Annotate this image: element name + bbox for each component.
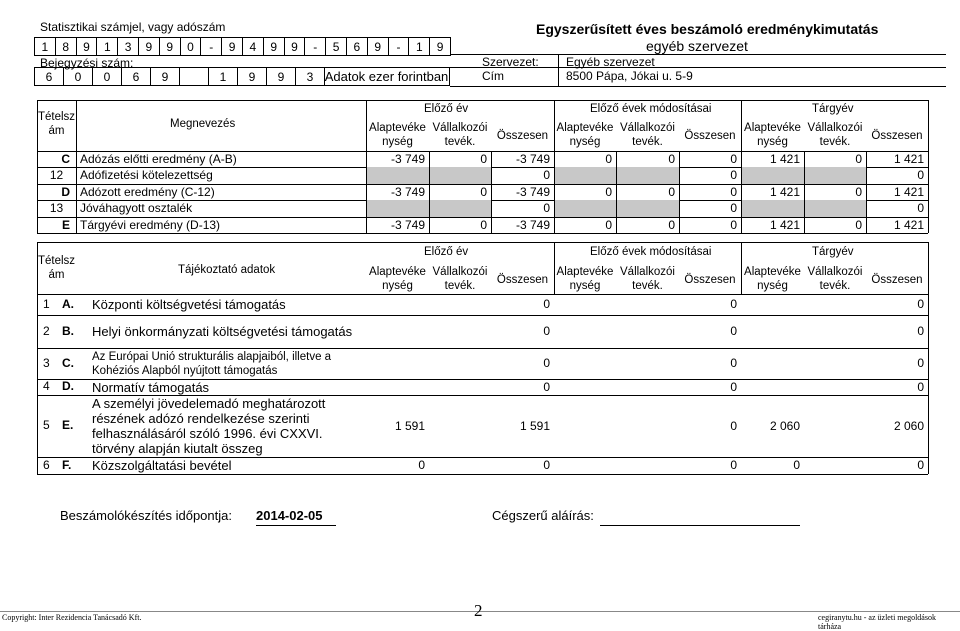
value-cell: -3 749 — [366, 217, 429, 233]
value-cell — [554, 457, 616, 474]
row-number: 2 — [43, 323, 50, 338]
value-cell: 0 — [866, 200, 928, 216]
value-cell: 0 — [730, 297, 737, 311]
row-label-line: Kohéziós Alapból nyújtott támogatás — [92, 364, 278, 377]
report-title: Egyszerűsített éves beszámoló eredménykimutatás — [536, 21, 879, 37]
row-code: F. — [62, 457, 72, 472]
value-cell — [554, 167, 616, 183]
stat-digit-box: - — [388, 37, 410, 56]
value-cell — [804, 395, 866, 457]
value-cell: -3 749 — [491, 217, 554, 233]
row-label-line: Az Európai Unió strukturális alapjaiból, illetve a — [92, 350, 332, 363]
value-cell — [804, 379, 866, 395]
stat-digit-box: 5 — [325, 37, 347, 56]
value-cell — [366, 167, 429, 183]
value-cell — [554, 379, 616, 395]
value-cell: 0 — [679, 200, 741, 216]
row-label-line: A személyi jövedelemadó meghatározott — [92, 396, 326, 411]
value-cell — [554, 294, 616, 315]
value-cell — [366, 294, 429, 315]
signature-label: Cégszerű aláírás: — [492, 508, 594, 523]
value-cell: 0 — [730, 380, 737, 394]
stat-digit-box: 9 — [284, 37, 306, 56]
registration-digit-box: 6 — [34, 67, 64, 86]
registration-digit-box: 3 — [295, 67, 325, 86]
value-cell: 0 — [917, 458, 924, 472]
address-label: Cím — [482, 69, 504, 83]
row-code: B. — [62, 323, 74, 338]
value-cell: 0 — [917, 297, 924, 311]
value-cell — [429, 200, 491, 216]
value-cell: -3 749 — [366, 184, 429, 200]
t2-col-name-header: Tájékoztató adatok — [178, 264, 276, 276]
value-cell — [366, 348, 429, 379]
value-cell — [616, 457, 679, 474]
t1-subheader: Összesen — [684, 130, 736, 142]
t1-subheader: Alaptevéke nység — [556, 122, 614, 148]
value-cell — [366, 315, 429, 348]
value-cell — [741, 167, 804, 183]
t2-group-prev-mod: Előző évek módosításai — [590, 246, 712, 258]
value-cell — [554, 348, 616, 379]
value-cell — [366, 200, 429, 216]
value-cell — [429, 294, 491, 315]
value-cell — [429, 348, 491, 379]
value-cell: 0 — [491, 167, 554, 183]
value-cell — [429, 457, 491, 474]
value-cell: 0 — [491, 200, 554, 216]
t2-subheader: Alaptevéke nység — [369, 266, 426, 292]
value-cell — [804, 348, 866, 379]
value-cell — [804, 200, 866, 216]
value-cell: 0 — [616, 151, 679, 167]
value-cell: 0 — [679, 217, 741, 233]
value-cell: 2 060 — [893, 419, 924, 433]
organization-label: Szervezet: — [482, 55, 539, 69]
value-cell — [366, 379, 429, 395]
stat-digit-box: 8 — [55, 37, 77, 56]
row-label: Jóváhagyott osztalék — [80, 201, 193, 216]
stat-digit-box: - — [304, 37, 326, 56]
value-cell — [804, 167, 866, 183]
t1-col-number-header: Tételsz ám — [37, 111, 76, 137]
value-cell: 1 421 — [866, 184, 928, 200]
stat-number-digits — [34, 37, 450, 56]
row-label-line: Helyi önkormányzati költségvetési támogatás — [92, 324, 353, 339]
stat-digit-box: 9 — [159, 37, 181, 56]
stat-digit-box: 1 — [96, 37, 118, 56]
value-cell — [741, 200, 804, 216]
stat-digit-box: 3 — [117, 37, 139, 56]
row-number: 1 — [43, 296, 50, 311]
value-cell: 0 — [429, 217, 491, 233]
organization-value: Egyéb szervezet — [566, 55, 655, 69]
stat-digit-box: 9 — [221, 37, 243, 56]
registration-label: Bejegyzési szám: — [40, 56, 134, 70]
row-label-line: Központi költségvetési támogatás — [92, 297, 286, 312]
value-cell — [554, 395, 616, 457]
registration-digit-box: 0 — [63, 67, 93, 86]
t2-group-prev-year: Előző év — [424, 246, 469, 258]
row-code: C — [61, 152, 70, 166]
value-cell — [616, 200, 679, 216]
stat-digit-box: 9 — [76, 37, 98, 56]
value-cell — [804, 457, 866, 474]
value-cell: 1 591 — [394, 419, 425, 433]
value-cell: 0 — [554, 217, 616, 233]
value-cell: 0 — [730, 324, 737, 338]
row-label-line: Normatív támogatás — [92, 379, 210, 395]
value-cell: -3 749 — [491, 184, 554, 200]
row-number: 3 — [43, 355, 50, 370]
page-number: 2 — [474, 601, 483, 620]
value-cell: 0 — [429, 151, 491, 167]
value-cell: 1 421 — [741, 184, 804, 200]
registration-digits — [34, 67, 324, 86]
value-cell — [429, 315, 491, 348]
stat-number-label: Statisztikai számjel, vagy adószám — [40, 20, 226, 34]
value-cell: 0 — [543, 380, 550, 394]
t1-subheader: Vállalkozói tevék. — [620, 122, 675, 148]
row-code: 13 — [49, 201, 64, 216]
copyright-text: Copyright: Inter Rezidencia Tanácsadó Kft. — [2, 613, 142, 622]
value-cell — [804, 315, 866, 348]
value-cell: 0 — [554, 151, 616, 167]
report-date-label: Beszámolókészítés időpontja: — [60, 508, 232, 523]
value-cell: 0 — [543, 297, 550, 311]
row-code: E — [61, 217, 70, 232]
value-cell: 1 421 — [741, 217, 804, 233]
value-cell: 0 — [543, 356, 550, 370]
value-cell: -3 749 — [366, 151, 429, 167]
value-cell: 0 — [730, 419, 737, 433]
value-cell: 0 — [917, 356, 924, 370]
value-cell: 0 — [679, 167, 741, 183]
value-cell — [616, 348, 679, 379]
value-cell: 0 — [730, 356, 737, 370]
t2-subheader: Vállalkozói tevék. — [432, 266, 488, 292]
stat-digit-box: 6 — [346, 37, 368, 56]
value-cell: 0 — [793, 458, 800, 472]
row-label: Adófizetési kötelezettség — [80, 168, 213, 183]
row-label-line: törvény alapján kiutalt összeg — [92, 441, 263, 456]
value-cell — [616, 395, 679, 457]
stat-digit-box: 9 — [263, 37, 285, 56]
row-code: C. — [62, 355, 74, 370]
value-cell: 0 — [917, 380, 924, 394]
address-value: 8500 Pápa, Jókai u. 5-9 — [566, 69, 693, 83]
value-cell: 0 — [804, 184, 866, 200]
t1-group-current-year: Tárgyév — [812, 103, 854, 115]
row-label-line: felhasználásáról szóló 1996. évi CXXVI. — [92, 426, 323, 441]
t2-subheader: Vállalkozói tevék. — [620, 266, 675, 292]
stat-digit-box: 9 — [429, 37, 451, 56]
value-cell: 0 — [804, 151, 866, 167]
value-cell — [741, 294, 804, 315]
value-cell — [429, 379, 491, 395]
value-cell — [429, 395, 491, 457]
t2-subheader: Összesen — [871, 274, 923, 286]
t1-subheader: Vállalkozói tevék. — [807, 122, 863, 148]
value-cell: 0 — [679, 184, 741, 200]
row-label: Tárgyévi eredmény (D-13) — [80, 217, 221, 232]
t1-subheader: Alaptevéke nység — [369, 122, 426, 148]
value-cell: 0 — [917, 324, 924, 338]
report-subtitle: egyéb szervezet — [646, 38, 748, 54]
t2-subheader: Alaptevéke nység — [556, 266, 614, 292]
value-cell: 0 — [418, 458, 425, 472]
value-cell — [741, 379, 804, 395]
row-code: A. — [62, 296, 74, 311]
value-cell: 0 — [616, 184, 679, 200]
registration-digit-box: 0 — [92, 67, 122, 86]
row-number: 4 — [43, 379, 50, 393]
value-cell — [741, 348, 804, 379]
unit-label: Adatok ezer forintban — [324, 69, 449, 84]
value-cell: -3 749 — [491, 151, 554, 167]
t1-group-prev-mod: Előző évek módosításai — [590, 103, 712, 115]
registration-digit-box: 9 — [266, 67, 296, 86]
registration-digit-box: 9 — [150, 67, 180, 86]
value-cell: 1 421 — [866, 217, 928, 233]
row-label: Adózás előtti eredmény (A-B) — [80, 152, 237, 166]
t2-subheader: Alaptevéke nység — [744, 266, 801, 292]
value-cell — [616, 167, 679, 183]
t1-group-prev-year: Előző év — [424, 103, 469, 115]
t2-group-current-year: Tárgyév — [812, 246, 854, 258]
value-cell — [804, 294, 866, 315]
stat-digit-box: 0 — [180, 37, 202, 56]
stat-digit-box: - — [200, 37, 222, 56]
row-label: Adózott eredmény (C-12) — [80, 184, 215, 199]
t1-subheader: Vállalkozói tevék. — [432, 122, 488, 148]
site-credit: cegiranytu.hu - az üzleti megoldások tárháza — [818, 613, 936, 631]
row-code: D. — [62, 379, 74, 393]
stat-digit-box: 9 — [367, 37, 389, 56]
value-cell — [429, 167, 491, 183]
stat-digit-box: 4 — [242, 37, 264, 56]
value-cell: 1 421 — [741, 151, 804, 167]
t2-subheader: Vállalkozói tevék. — [807, 266, 863, 292]
t2-subheader: Összesen — [496, 274, 549, 286]
t2-col-number-header: Tételsz ám — [37, 255, 76, 281]
value-cell: 1 421 — [866, 151, 928, 167]
t1-col-name-header: Megnevezés — [170, 118, 236, 130]
value-cell — [741, 315, 804, 348]
value-cell — [616, 379, 679, 395]
stat-digit-box: 1 — [34, 37, 56, 56]
row-code: 12 — [49, 168, 64, 183]
t1-subheader: Alaptevéke nység — [744, 122, 801, 148]
registration-digit-box — [179, 67, 209, 86]
value-cell: 1 591 — [519, 419, 550, 433]
row-code: D — [61, 184, 70, 199]
row-number: 6 — [43, 457, 50, 472]
value-cell: 0 — [429, 184, 491, 200]
value-cell: 2 060 — [769, 419, 800, 433]
registration-digit-box: 1 — [208, 67, 238, 86]
value-cell — [554, 315, 616, 348]
registration-digit-box: 9 — [237, 67, 267, 86]
value-cell — [616, 315, 679, 348]
value-cell — [616, 294, 679, 315]
stat-digit-box: 1 — [408, 37, 430, 56]
value-cell: 0 — [804, 217, 866, 233]
registration-digit-box: 6 — [121, 67, 151, 86]
t2-subheader: Összesen — [684, 274, 736, 286]
row-label-line: részének adózó rendelkezése szerinti — [92, 411, 310, 426]
value-cell: 0 — [616, 217, 679, 233]
stat-digit-box: 9 — [138, 37, 160, 56]
value-cell: 0 — [554, 184, 616, 200]
report-date-value: 2014-02-05 — [256, 508, 323, 523]
value-cell: 0 — [730, 458, 737, 472]
value-cell: 0 — [543, 458, 550, 472]
t1-subheader: Összesen — [496, 130, 549, 142]
value-cell: 0 — [543, 324, 550, 338]
row-number: 5 — [43, 418, 50, 432]
value-cell — [554, 200, 616, 216]
value-cell: 0 — [866, 167, 928, 183]
row-code: E. — [62, 418, 74, 432]
value-cell: 0 — [679, 151, 741, 167]
t1-subheader: Összesen — [871, 130, 923, 142]
row-label-line: Közszolgáltatási bevétel — [92, 458, 232, 473]
